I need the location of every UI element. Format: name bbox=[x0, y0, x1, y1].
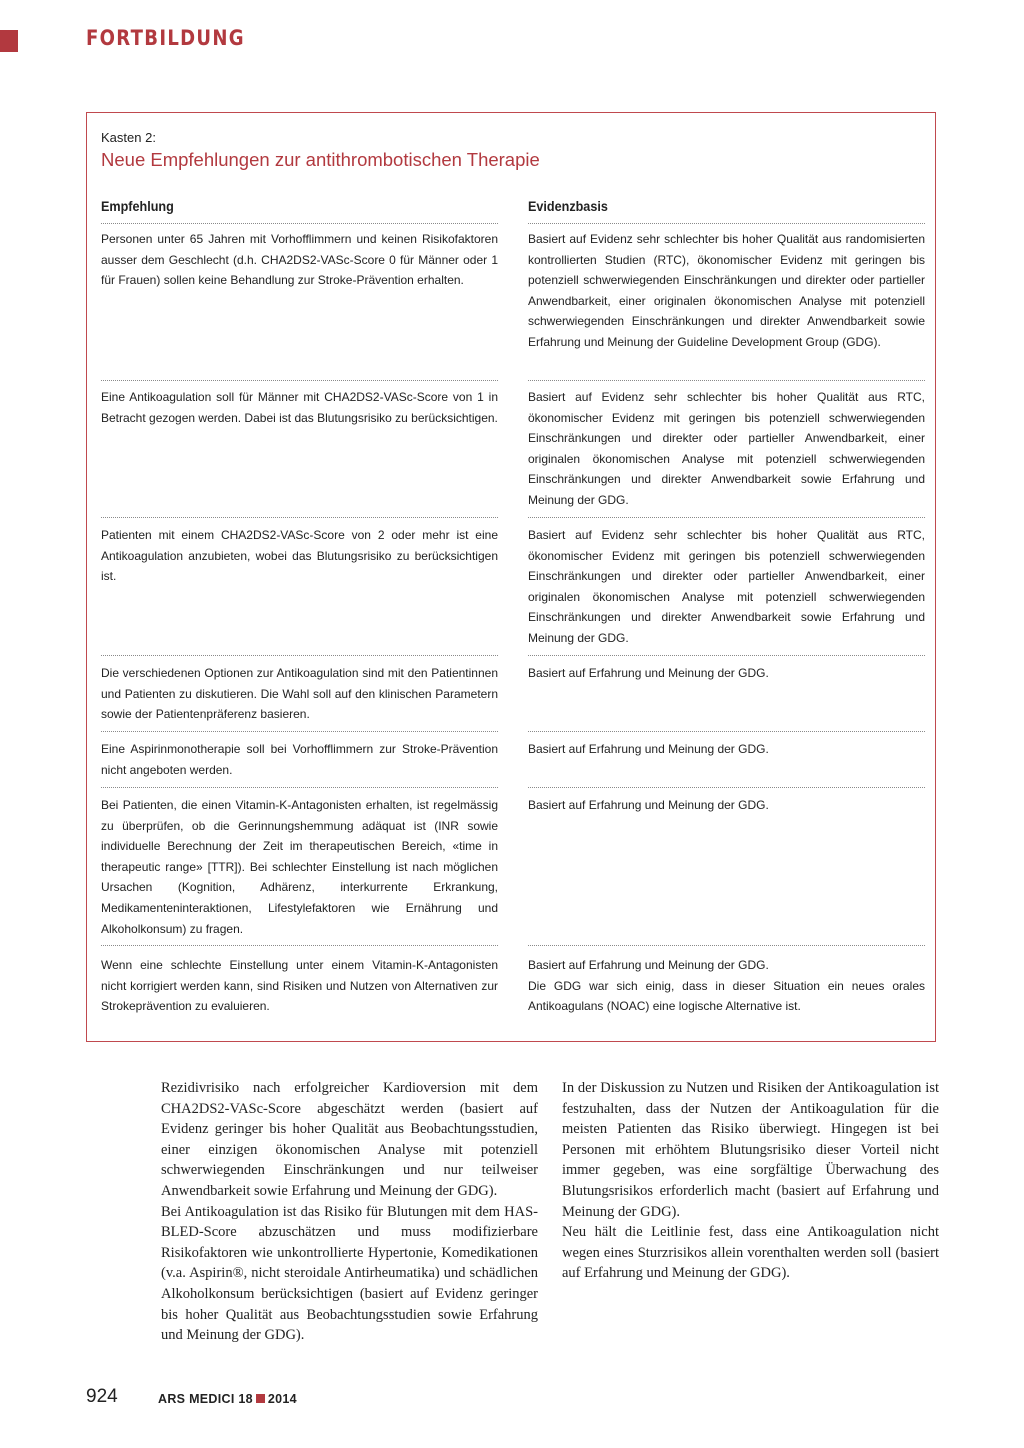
info-box bbox=[86, 112, 936, 1042]
column-header-evidenzbasis: Evidenzbasis bbox=[528, 198, 608, 214]
body-column-left bbox=[161, 1078, 538, 1346]
recommendation-cell: Bei Patienten, die einen Vitamin-K-Antagonisten erhalten, ist regelmässig zu überprüfen, ob die Gerinnungshemmung adäquat ist (INR sowie individuelle Berechnung der Zeit im therapeutischen Bereich, «time in therapeutic range» [TTR]). Bei schlechter Einstellung ist nach möglichen Ursachen (Kognition, Adhärenz, interkurrente Erkrankung, Medikamenteninteraktionen, Lifestylefaktoren wie Ernährung und Alkoholkonsum) zu fragen. bbox=[101, 798, 498, 936]
page-number: 924 bbox=[86, 1386, 118, 1407]
recommendation-cell: Patienten mit einem CHA2DS2-VASc-Score von 2 oder mehr ist eine Antikoagulation anzubieten, wobei das Blutungsrisiko zu berücksichtigen ist. bbox=[101, 528, 498, 584]
evidence-cell: Basiert auf Erfahrung und Meinung der GDG. bbox=[528, 666, 769, 680]
section-marker bbox=[0, 30, 18, 52]
recommendation-cell: Personen unter 65 Jahren mit Vorhofflimmern und keinen Risikofaktoren ausser dem Geschlecht (d.h. CHA2DS2-VASc-Score 0 für Männer oder 1 für Frauen) sollen keine Behandlung zur Stroke-Prävention erhalten. bbox=[101, 232, 498, 288]
section-title: FORTBILDUNG bbox=[86, 26, 245, 50]
body-paragraph: In der Diskussion zu Nutzen und Risiken der Antikoagulation ist festzuhalten, dass der Nutzen der Antikoagulation für die meisten Patienten das Risiko überwiegt. Hingegen ist bei Personen mit erhöhtem Blutungsrisiko dieser Vorteil nicht immer gegeben, was eine sorgfältige Überwachung des Blutungsrisikos erforderlich macht (basiert auf Erfahrung und Meinung der GDG). bbox=[562, 1080, 939, 1220]
recommendation-cell: Wenn eine schlechte Einstellung unter einem Vitamin-K-Antagonisten nicht korrigiert werden kann, sind Risiken und Nutzen von Alternativen zur Strokeprävention zu evaluieren. bbox=[101, 958, 498, 1014]
body-paragraph: Rezidivrisiko nach erfolgreicher Kardioversion mit dem CHA2DS2-VASc-Score abgeschätzt werden (basiert auf Evidenz geringer bis hoher Qualität aus Beobachtungsstudien, einer einzigen ökonomischen Analyse mit potenziell schwerwiegenden Einschränkungen und nur teilweiser Anwendbarkeit sowie Erfahrung und Meinung der GDG). bbox=[161, 1080, 538, 1199]
evidence-cell: Basiert auf Evidenz sehr schlechter bis hoher Qualität aus RTC, ökonomischer Evidenz mit geringen bis potenziell schwerwiegenden Einschränkungen und direkter oder partieller Anwendbarkeit, einer originalen ökonomischen Analyse mit potenziell schwerwiegenden Einschränkungen und direkter Anwendbarkeit sowie Erfahrung und Meinung der GDG. bbox=[528, 390, 925, 507]
journal-name: ARS MEDICI 18 bbox=[158, 1392, 253, 1406]
evidence-cell: Basiert auf Erfahrung und Meinung der GDG. bbox=[528, 742, 769, 756]
box-label: Kasten 2: bbox=[101, 130, 156, 145]
body-paragraph: Bei Antikoagulation ist das Risiko für Blutungen mit dem HAS-BLED-Score abzuschätzen und muss modifizierbare Risikofaktoren wie unkontrollierte Hypertonie, Komedikationen (v.a. Aspirin®, nicht steroidale Antirheumatika) und schädlichen Alkoholkonsum berücksichtigen (basiert auf Evidenz geringer bis hoher Qualität aus Beobachtungsstudien sowie Erfahrung und Meinung der GDG). bbox=[161, 1203, 538, 1344]
recommendation-cell: Eine Antikoagulation soll für Männer mit CHA2DS2-VASc-Score von 1 in Betracht gezogen werden. Dabei ist das Blutungsrisiko zu berücksichtigen. bbox=[101, 390, 498, 425]
evidence-cell: Basiert auf Evidenz sehr schlechter bis hoher Qualität aus randomisierten kontrollierten Studien (RTC), ökonomischer Evidenz mit geringen bis potenziell schwerwiegenden Einschränkungen und direkter oder partieller Anwendbarkeit, einer originalen ökonomischen Analyse mit potenziell schwerwiegenden Einschränkungen und direkter Anwendbarkeit sowie Erfahrung und Meinung der Guideline Development Group (GDG). bbox=[528, 232, 925, 349]
box-title: Neue Empfehlungen zur antithrombotischen Therapie bbox=[101, 149, 540, 170]
evidence-cell: Basiert auf Erfahrung und Meinung der GDG. Die GDG war sich einig, dass in dieser Situation ein neues orales Antikoagulans (NOAC) eine logische Alternative ist. bbox=[528, 958, 925, 1014]
body-paragraph: Neu hält die Leitlinie fest, dass eine Antikoagulation nicht wegen eines Sturzrisikos allein vorenthalten werden soll (basiert auf Erfahrung und Meinung der GDG). bbox=[562, 1224, 939, 1282]
recommendation-cell: Eine Aspirinmonotherapie soll bei Vorhofflimmern zur Stroke-Prävention nicht angeboten werden. bbox=[101, 742, 498, 777]
column-header-empfehlung: Empfehlung bbox=[101, 198, 174, 214]
evidence-cell: Basiert auf Erfahrung und Meinung der GDG. bbox=[528, 798, 769, 812]
header-divider-right bbox=[528, 223, 925, 224]
journal-year: 2014 bbox=[267, 1392, 297, 1406]
body-column-right bbox=[562, 1078, 939, 1284]
evidence-cell: Basiert auf Evidenz sehr schlechter bis hoher Qualität aus RTC, ökonomischer Evidenz mit geringen bis potenziell schwerwiegenden Einschränkungen und direkter oder partieller Anwendbarkeit, einer originalen ökonomischen Analyse mit potenziell schwerwiegenden Einschränkungen und direkter Anwendbarkeit sowie Erfahrung und Meinung der GDG. bbox=[528, 528, 925, 645]
recommendation-cell: Die verschiedenen Optionen zur Antikoagulation sind mit den Patientinnen und Patienten zu diskutieren. Die Wahl soll auf den klinischen Parametern sowie der Patientenpräferenz basieren. bbox=[101, 666, 498, 722]
header-divider-left bbox=[101, 223, 498, 224]
footer-square bbox=[256, 1394, 265, 1403]
journal-footer bbox=[158, 1392, 297, 1406]
